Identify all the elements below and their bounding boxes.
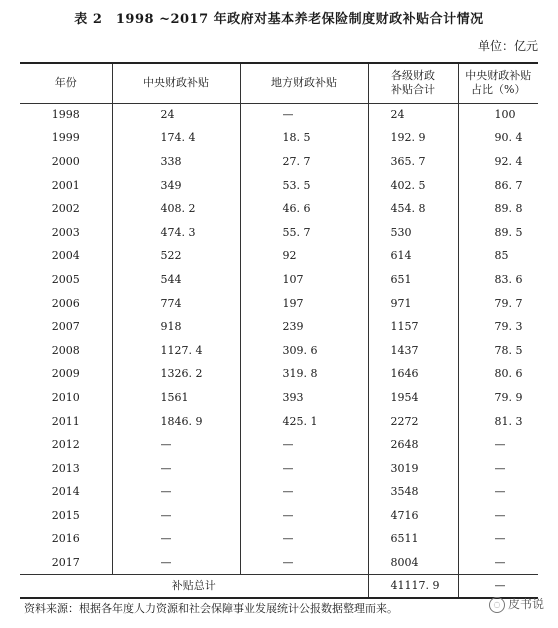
- cell-total: 6511: [368, 528, 458, 552]
- cell-total: 402. 5: [368, 174, 458, 198]
- cell-local: 319. 8: [240, 363, 368, 387]
- table-row: [20, 221, 538, 245]
- cell-local: —: [240, 504, 368, 528]
- table-row: [20, 457, 538, 481]
- cell-total: 24: [368, 103, 458, 127]
- cell-central: 774: [112, 292, 240, 316]
- cell-central: 1127. 4: [112, 339, 240, 363]
- cell-year: 2009: [20, 363, 112, 387]
- table-row: [20, 410, 538, 434]
- table-row: [20, 551, 538, 575]
- header-central-line: 中央财政补贴: [143, 76, 209, 90]
- cell-central: 349: [112, 174, 240, 198]
- cell-share: 80. 6: [458, 363, 538, 387]
- unit-label: 单位：亿元: [477, 39, 538, 53]
- header-year-line: 年份: [54, 76, 77, 90]
- header-total: [368, 63, 458, 103]
- cell-central: —: [112, 528, 240, 552]
- cell-central: —: [112, 481, 240, 505]
- cell-central: 1326. 2: [112, 363, 240, 387]
- cell-local: 92: [240, 245, 368, 269]
- cell-total: 1646: [368, 363, 458, 387]
- cell-central: 474. 3: [112, 221, 240, 245]
- cell-year: 1999: [20, 127, 112, 151]
- cell-total: 651: [368, 268, 458, 292]
- cell-year: 2006: [20, 292, 112, 316]
- cell-year: 2012: [20, 433, 112, 457]
- header-central: [112, 63, 240, 103]
- cell-total: 1437: [368, 339, 458, 363]
- table-row: [20, 363, 538, 387]
- cell-year: 2013: [20, 457, 112, 481]
- cell-local: 27. 7: [240, 150, 368, 174]
- cell-local: —: [240, 457, 368, 481]
- table-row: [20, 339, 538, 363]
- cell-central: 24: [112, 103, 240, 127]
- cell-total: 971: [368, 292, 458, 316]
- table-row: [20, 245, 538, 269]
- cell-local: 46. 6: [240, 197, 368, 221]
- cell-central: 1561: [112, 386, 240, 410]
- total-row: [20, 575, 538, 599]
- cell-central: 522: [112, 245, 240, 269]
- watermark-text: 皮书说: [507, 597, 544, 611]
- cell-central: 174. 4: [112, 127, 240, 151]
- cell-share: 81. 3: [458, 410, 538, 434]
- cell-share: 79. 3: [458, 315, 538, 339]
- cell-year: 2010: [20, 386, 112, 410]
- table-row: [20, 174, 538, 198]
- header-local: [240, 63, 368, 103]
- table-row: [20, 386, 538, 410]
- cell-share: 79. 7: [458, 292, 538, 316]
- table-row: [20, 292, 538, 316]
- cell-share: 89. 5: [458, 221, 538, 245]
- cell-central: 1846. 9: [112, 410, 240, 434]
- cell-share: —: [458, 457, 538, 481]
- cell-local: —: [240, 433, 368, 457]
- cell-year: 2017: [20, 551, 112, 575]
- cell-year: 2000: [20, 150, 112, 174]
- cell-share: —: [458, 504, 538, 528]
- cell-local: —: [240, 481, 368, 505]
- header-share-line: 占比（%）: [471, 83, 526, 97]
- cell-year: 2002: [20, 197, 112, 221]
- table-row: [20, 315, 538, 339]
- header-total-line: 补贴合计: [391, 83, 435, 97]
- cell-year: 2005: [20, 268, 112, 292]
- cell-total: 1954: [368, 386, 458, 410]
- header-local-line: 地方财政补贴: [271, 76, 337, 90]
- cell-local: 393: [240, 386, 368, 410]
- cell-year: 2001: [20, 174, 112, 198]
- cell-local: 425. 1: [240, 410, 368, 434]
- cell-local: 197: [240, 292, 368, 316]
- cell-year: 2011: [20, 410, 112, 434]
- cell-year: 2014: [20, 481, 112, 505]
- watermark: [489, 595, 544, 613]
- cell-local: 55. 7: [240, 221, 368, 245]
- cell-total: 2272: [368, 410, 458, 434]
- table-title: 表 2 1998 ~2017 年政府对基本养老保险制度财政补贴合计情况: [74, 12, 484, 27]
- cell-share: —: [458, 433, 538, 457]
- cell-year: 1998: [20, 103, 112, 127]
- cell-share: —: [458, 528, 538, 552]
- cell-total: 614: [368, 245, 458, 269]
- table-row: [20, 127, 538, 151]
- cell-total: 3019: [368, 457, 458, 481]
- cell-central: —: [112, 504, 240, 528]
- cell-local: —: [240, 551, 368, 575]
- cell-total: 3548: [368, 481, 458, 505]
- cell-year: 2015: [20, 504, 112, 528]
- cell-share: 86. 7: [458, 174, 538, 198]
- cell-year: 2007: [20, 315, 112, 339]
- cell-total: 192. 9: [368, 127, 458, 151]
- cell-year: 2003: [20, 221, 112, 245]
- cell-share: 92. 4: [458, 150, 538, 174]
- cell-share: —: [458, 551, 538, 575]
- header-total-line: 各级财政: [391, 69, 435, 83]
- cell-local: 18. 5: [240, 127, 368, 151]
- cell-share: —: [458, 481, 538, 505]
- cell-share: 79. 9: [458, 386, 538, 410]
- cell-share: 100: [458, 103, 538, 127]
- cell-local: —: [240, 103, 368, 127]
- subsidy-table: [20, 62, 538, 599]
- table-row: [20, 433, 538, 457]
- cell-total: 4716: [368, 504, 458, 528]
- source-note: 资料来源：根据各年度人力资源和社会保障事业发展统计公报数据整理而来。: [24, 602, 398, 615]
- cell-year: 2016: [20, 528, 112, 552]
- cell-local: 309. 6: [240, 339, 368, 363]
- cell-central: —: [112, 551, 240, 575]
- cell-total: 365. 7: [368, 150, 458, 174]
- cell-central: —: [112, 457, 240, 481]
- cell-central: 408. 2: [112, 197, 240, 221]
- cell-total: 1157: [368, 315, 458, 339]
- table-row: [20, 197, 538, 221]
- table-row: [20, 268, 538, 292]
- cell-share: 85: [458, 245, 538, 269]
- cell-central: 918: [112, 315, 240, 339]
- cell-total: 530: [368, 221, 458, 245]
- header-year: [20, 63, 112, 103]
- cell-local: —: [240, 528, 368, 552]
- cell-share: 83. 6: [458, 268, 538, 292]
- table-row: [20, 528, 538, 552]
- header-row: [20, 63, 538, 103]
- cell-local: 239: [240, 315, 368, 339]
- header-share-line: 中央财政补贴: [465, 69, 532, 83]
- cell-share: 89. 8: [458, 197, 538, 221]
- cell-total: 8004: [368, 551, 458, 575]
- cell-share: 78. 5: [458, 339, 538, 363]
- total-sum: 41117. 9: [368, 575, 458, 599]
- total-share: —: [458, 575, 538, 599]
- cell-share: 90. 4: [458, 127, 538, 151]
- cell-year: 2004: [20, 245, 112, 269]
- header-share: [458, 63, 538, 103]
- cell-local: 53. 5: [240, 174, 368, 198]
- cell-year: 2008: [20, 339, 112, 363]
- cell-total: 454. 8: [368, 197, 458, 221]
- cell-central: —: [112, 433, 240, 457]
- cell-central: 338: [112, 150, 240, 174]
- table-row: [20, 481, 538, 505]
- cell-central: 544: [112, 268, 240, 292]
- cell-total: 2648: [368, 433, 458, 457]
- table-row: [20, 103, 538, 127]
- total-label: 补贴总计: [20, 575, 368, 599]
- table-row: [20, 150, 538, 174]
- table-body: [20, 103, 538, 575]
- table-row: [20, 504, 538, 528]
- wechat-logo-icon: ◌: [489, 597, 505, 613]
- cell-local: 107: [240, 268, 368, 292]
